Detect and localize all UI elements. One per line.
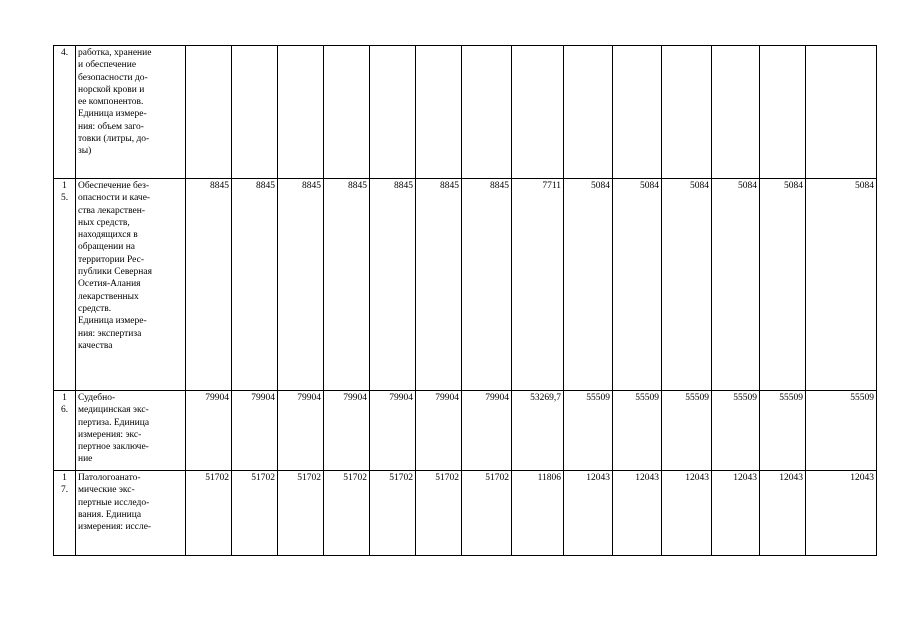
value-cell: 11806 — [512, 471, 564, 556]
value-cell — [324, 46, 370, 179]
row-number: 4. — [54, 46, 76, 179]
value-cell — [512, 46, 564, 179]
value-cell — [186, 46, 232, 179]
value-cell — [370, 46, 416, 179]
value-cell: 79904 — [462, 391, 512, 471]
row-number: 1 7. — [54, 471, 76, 556]
value-cell — [760, 46, 806, 179]
value-cell — [712, 46, 760, 179]
value-cell: 55509 — [662, 391, 712, 471]
value-cell: 5084 — [760, 179, 806, 391]
value-cell: 55509 — [613, 391, 662, 471]
value-cell: 79904 — [186, 391, 232, 471]
table-row — [54, 179, 877, 391]
row-description: Судебно- медицинская экс- пертиза. Единица измерения: экс- пертное заключе- ние — [76, 391, 186, 471]
value-cell: 53269,7 — [512, 391, 564, 471]
value-cell — [613, 46, 662, 179]
value-cell: 51702 — [416, 471, 462, 556]
value-cell: 8845 — [462, 179, 512, 391]
value-cell: 51702 — [186, 471, 232, 556]
indicators-table — [53, 45, 877, 556]
value-cell: 12043 — [613, 471, 662, 556]
value-cell: 55509 — [564, 391, 613, 471]
value-cell: 8845 — [278, 179, 324, 391]
value-cell: 12043 — [662, 471, 712, 556]
value-cell — [806, 46, 877, 179]
value-cell: 12043 — [712, 471, 760, 556]
value-cell: 12043 — [806, 471, 877, 556]
value-cell: 8845 — [186, 179, 232, 391]
value-cell — [564, 46, 613, 179]
value-cell: 5084 — [613, 179, 662, 391]
value-cell: 51702 — [232, 471, 278, 556]
value-cell: 79904 — [370, 391, 416, 471]
value-cell — [462, 46, 512, 179]
value-cell: 51702 — [462, 471, 512, 556]
table-row — [54, 471, 877, 556]
value-cell: 55509 — [760, 391, 806, 471]
value-cell: 79904 — [416, 391, 462, 471]
value-cell: 8845 — [232, 179, 278, 391]
value-cell: 55509 — [806, 391, 877, 471]
row-number: 1 5. — [54, 179, 76, 391]
row-number: 1 6. — [54, 391, 76, 471]
value-cell: 51702 — [278, 471, 324, 556]
value-cell: 12043 — [760, 471, 806, 556]
value-cell: 51702 — [370, 471, 416, 556]
value-cell — [416, 46, 462, 179]
value-cell: 5084 — [712, 179, 760, 391]
value-cell — [232, 46, 278, 179]
value-cell: 79904 — [324, 391, 370, 471]
value-cell: 79904 — [278, 391, 324, 471]
value-cell: 51702 — [324, 471, 370, 556]
table-row — [54, 391, 877, 471]
value-cell — [278, 46, 324, 179]
row-description: Патологоанато- мические экс- пертные исследо- вания. Единица измерения: иссле- — [76, 471, 186, 556]
value-cell: 12043 — [564, 471, 613, 556]
value-cell: 5084 — [806, 179, 877, 391]
value-cell: 55509 — [712, 391, 760, 471]
row-description: Обеспечение без- опасности и каче- ства лекарствен- ных средств, находящихся в обращении на территории Рес- публики Северная Осетия-Алания лекарственных средств. Единица измере- ния: экспертиза качества — [76, 179, 186, 391]
value-cell: 8845 — [416, 179, 462, 391]
value-cell: 8845 — [324, 179, 370, 391]
row-description: работка, хранение и обеспечение безопасности до- норской крови и ее компонентов. Единица измере- ния: объем заго- товки (литры, до- зы) — [76, 46, 186, 179]
value-cell: 8845 — [370, 179, 416, 391]
value-cell — [662, 46, 712, 179]
value-cell: 5084 — [662, 179, 712, 391]
value-cell: 79904 — [232, 391, 278, 471]
value-cell: 7711 — [512, 179, 564, 391]
table-row — [54, 46, 877, 179]
value-cell: 5084 — [564, 179, 613, 391]
